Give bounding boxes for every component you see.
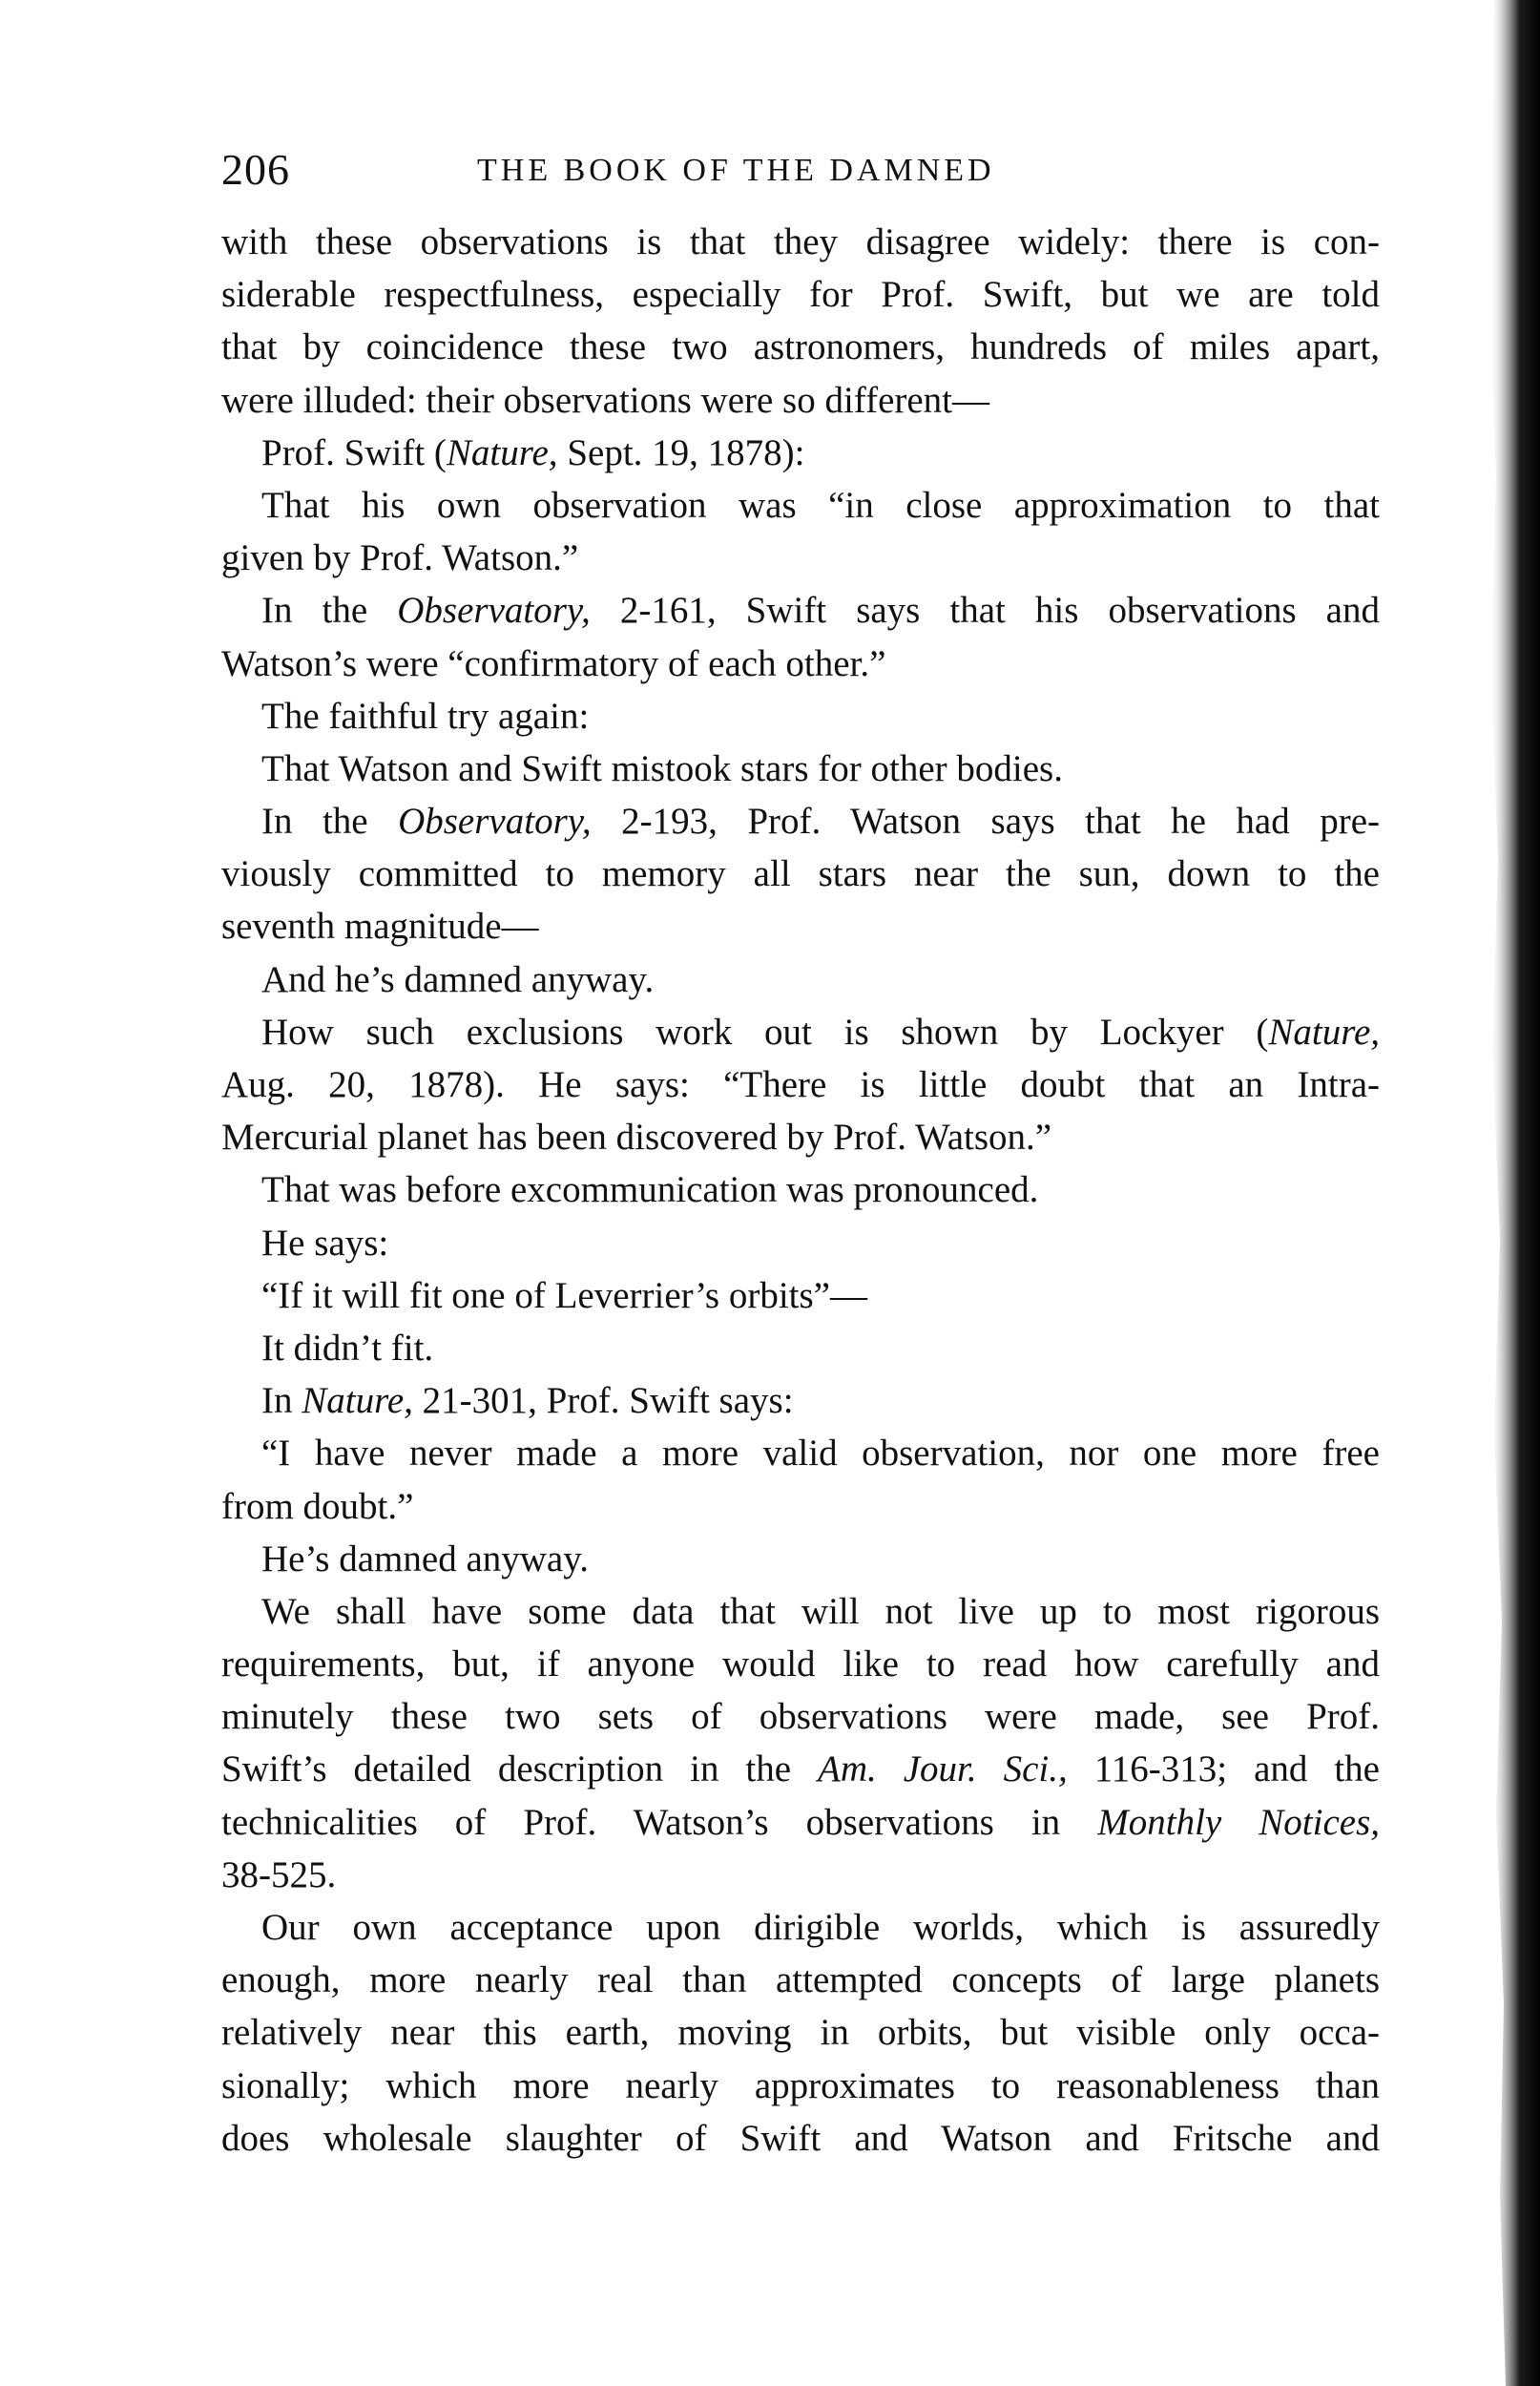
- text-line: Our own acceptance upon dirigible worlds, which is assuredly: [261, 1907, 1380, 1948]
- text-line: minutely these two sets of observations were made, see Prof.: [221, 1696, 1380, 1738]
- text-line: sionally; which more nearly approximates to reasonableness than: [221, 2064, 1380, 2106]
- text-line: with these observations is that they disagree widely: there is con-: [221, 221, 1380, 262]
- text-line: Swift’s detailed description in the Am. Jour. Sci., 116-313; and the: [221, 1748, 1380, 1790]
- citation-italic: Am. Jour. Sci.,: [818, 1748, 1068, 1790]
- citation-italic: Nature,: [1268, 1011, 1380, 1053]
- text-line: The faithful try again:: [261, 695, 590, 737]
- text-line: Watson’s were “confirmatory of each other.”: [221, 642, 886, 684]
- body-text: [221, 216, 1380, 2165]
- text-line: requirements, but, if anyone would like to read how carefully and: [221, 1643, 1380, 1685]
- page-header: [221, 141, 1366, 208]
- text-line: In the Observatory, 2-161, Swift says that his observations and: [261, 590, 1380, 632]
- text-line: does wholesale slaughter of Swift and Watson and Fritsche and: [221, 2117, 1380, 2159]
- text-line: He’s damned anyway.: [261, 1538, 589, 1580]
- text-line: viously committed to memory all stars near the sun, down to the: [221, 853, 1380, 895]
- text-line: seventh magnitude—: [221, 906, 539, 948]
- text-line: technicalities of Prof. Watson’s observations in Monthly Notices,: [221, 1801, 1380, 1843]
- text-line: It didn’t fit.: [261, 1327, 434, 1369]
- text-line: That his own observation was “in close approximation to that: [261, 484, 1380, 526]
- text-line: from doubt.”: [221, 1485, 414, 1527]
- text-line: In Nature, 21-301, Prof. Swift says:: [261, 1380, 794, 1422]
- text-line: “I have never made a more valid observation, nor one more free: [261, 1433, 1380, 1475]
- text-line: were illuded: their observations were so different—: [221, 379, 990, 421]
- text-line: We shall have some data that will not live up to most rigorous: [261, 1590, 1380, 1632]
- text-line: siderable respectfulness, especially for Prof. Swift, but we are told: [221, 274, 1380, 316]
- citation-italic: Nature,: [446, 431, 558, 473]
- text-line: In the Observatory, 2-193, Prof. Watson says that he had pre-: [261, 801, 1380, 843]
- citation-italic: Observatory,: [397, 590, 591, 632]
- citation-italic: Observatory,: [398, 801, 592, 843]
- running-head: THE BOOK OF THE DAMNED: [477, 153, 995, 188]
- text-line: Aug. 20, 1878). He says: “There is little doubt that an Intra-: [221, 1064, 1380, 1105]
- text-line: Prof. Swift (Nature, Sept. 19, 1878):: [261, 431, 805, 473]
- text-line: Mercurial planet has been discovered by Prof. Watson.”: [221, 1117, 1052, 1159]
- text-line: that by coincidence these two astronomers, hundreds of miles apart,: [221, 326, 1380, 368]
- text-line: That Watson and Swift mistook stars for other bodies.: [261, 747, 1063, 789]
- text-line: How such exclusions work out is shown by Lockyer (Nature,: [261, 1011, 1380, 1053]
- text-line: relatively near this earth, moving in orbits, but visible only occa-: [221, 2012, 1380, 2054]
- text-line: “If it will fit one of Leverrier’s orbits”—: [261, 1274, 867, 1316]
- text-line: He says:: [261, 1222, 389, 1264]
- text-line: And he’s damned anyway.: [261, 958, 655, 1000]
- text-line: That was before excommunication was pronounced.: [261, 1169, 1039, 1211]
- text-line: enough, more nearly real than attempted concepts of large planets: [221, 1959, 1380, 2001]
- text-line: 38-525.: [221, 1853, 337, 1895]
- citation-italic: Monthly Notices,: [1097, 1801, 1380, 1843]
- page-number: 206: [221, 145, 290, 194]
- page-spine-shadow: [1456, 0, 1540, 2386]
- citation-italic: Nature,: [302, 1380, 413, 1422]
- text-line: given by Prof. Watson.”: [221, 537, 579, 579]
